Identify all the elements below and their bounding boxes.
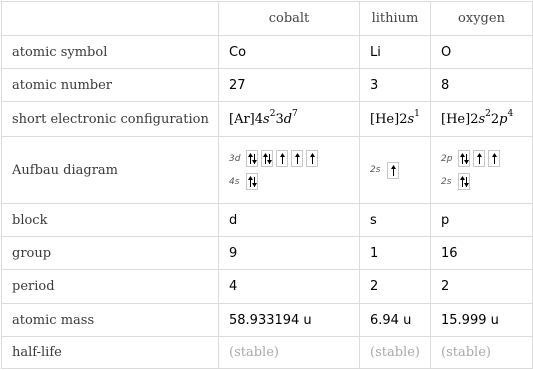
spin-up-arrow-icon [391,165,396,176]
config-exponent: 1 [414,109,420,120]
orbital-box [291,150,303,167]
cell-cobalt: 9 [219,237,360,270]
config-core: [He] [370,111,400,127]
config-cobalt [219,102,360,137]
config-exponent: 2 [485,109,491,120]
spin-down-arrow-icon [252,153,257,164]
cell-lithium: (stable) [360,337,431,369]
row-label: atomic mass [2,304,219,337]
config-shell: 2 [399,111,408,127]
aufbau-cobalt [219,137,360,204]
config-exponent: 4 [507,109,514,120]
row-half-life [2,337,533,369]
spin-down-arrow-icon [252,176,257,187]
cell-cobalt: 4 [219,270,360,304]
header-row [2,2,533,36]
cell-cobalt: Co [219,36,360,69]
element-comparison-table [1,1,533,369]
cell-oxygen: 15.999 u [431,304,533,337]
config-orbital: s [478,111,486,127]
config-shell: 2 [470,111,479,127]
subshell-label: 4s [229,176,240,187]
cell-cobalt: 58.933194 u [219,304,360,337]
row-label: Aufbau diagram [2,137,219,204]
header-oxygen: oxygen [431,2,533,36]
cell-lithium: 6.94 u [360,304,431,337]
orbital-box [261,150,273,167]
config-orbital: p [499,111,508,127]
header-cobalt: cobalt [219,2,360,36]
spin-up-arrow-icon [310,153,315,164]
subshell-label: 2p [441,153,453,164]
spin-down-arrow-icon [464,176,469,187]
spin-down-arrow-icon [267,153,272,164]
config-core: [He] [441,111,471,127]
row-electronic-configuration [2,102,533,137]
header-corner [2,2,219,36]
orbital-box [387,162,399,179]
row-label: atomic number [2,69,219,102]
row-atomic-symbol [2,36,533,69]
config-exponent: 2 [269,109,276,120]
cell-lithium: s [360,204,431,237]
row-label: group [2,237,219,270]
row-label: block [2,204,219,237]
orbital-box [458,150,470,167]
subshell-label: 3d [229,153,241,164]
cell-oxygen: 8 [431,69,533,102]
row-atomic-mass [2,304,533,337]
config-orbital: s [263,111,270,127]
aufbau-oxygen [431,137,533,204]
config-shell: 2 [490,111,500,127]
orbital-box [473,150,485,167]
cell-lithium: 3 [360,69,431,102]
aufbau-subshell [229,150,349,167]
config-lithium [360,102,431,137]
aufbau-lithium [360,137,431,204]
spin-up-arrow-icon [280,153,285,164]
orbital-box [246,173,258,190]
spin-up-arrow-icon [492,153,497,164]
row-block [2,204,533,237]
config-shell: 3 [275,111,284,127]
orbital-box [276,150,288,167]
row-label: period [2,270,219,304]
spin-up-arrow-icon [295,153,300,164]
cell-oxygen: O [431,36,533,69]
row-label: half-life [2,337,219,369]
aufbau-subshell [229,173,349,190]
row-label: atomic symbol [2,36,219,69]
orbital-box [458,173,470,190]
cell-oxygen: p [431,204,533,237]
cell-oxygen: 2 [431,270,533,304]
orbital-box [306,150,318,167]
orbital-box [246,150,258,167]
cell-cobalt: 27 [219,69,360,102]
config-orbital: d [283,111,293,127]
aufbau-subshell [370,162,420,179]
cell-lithium: 1 [360,237,431,270]
spin-up-arrow-icon [477,153,482,164]
cell-cobalt: d [219,204,360,237]
cell-lithium: 2 [360,270,431,304]
subshell-label: 2s [370,165,381,175]
cell-oxygen: (stable) [431,337,533,369]
orbital-box [488,150,500,167]
spin-down-arrow-icon [464,153,469,164]
config-orbital: s [407,111,415,127]
aufbau-subshell [441,173,522,190]
config-exponent: 7 [292,109,298,120]
cell-lithium: Li [360,36,431,69]
aufbau-subshell [441,150,522,167]
config-shell: 4 [254,111,264,127]
row-period [2,270,533,304]
subshell-label: 2s [441,176,452,187]
row-aufbau-diagram [2,137,533,204]
cell-cobalt: (stable) [219,337,360,369]
row-label: short electronic configuration [2,102,219,137]
row-group [2,237,533,270]
row-atomic-number [2,69,533,102]
config-core: [Ar] [229,111,255,127]
header-lithium: lithium [360,2,431,36]
cell-oxygen: 16 [431,237,533,270]
config-oxygen [431,102,533,137]
